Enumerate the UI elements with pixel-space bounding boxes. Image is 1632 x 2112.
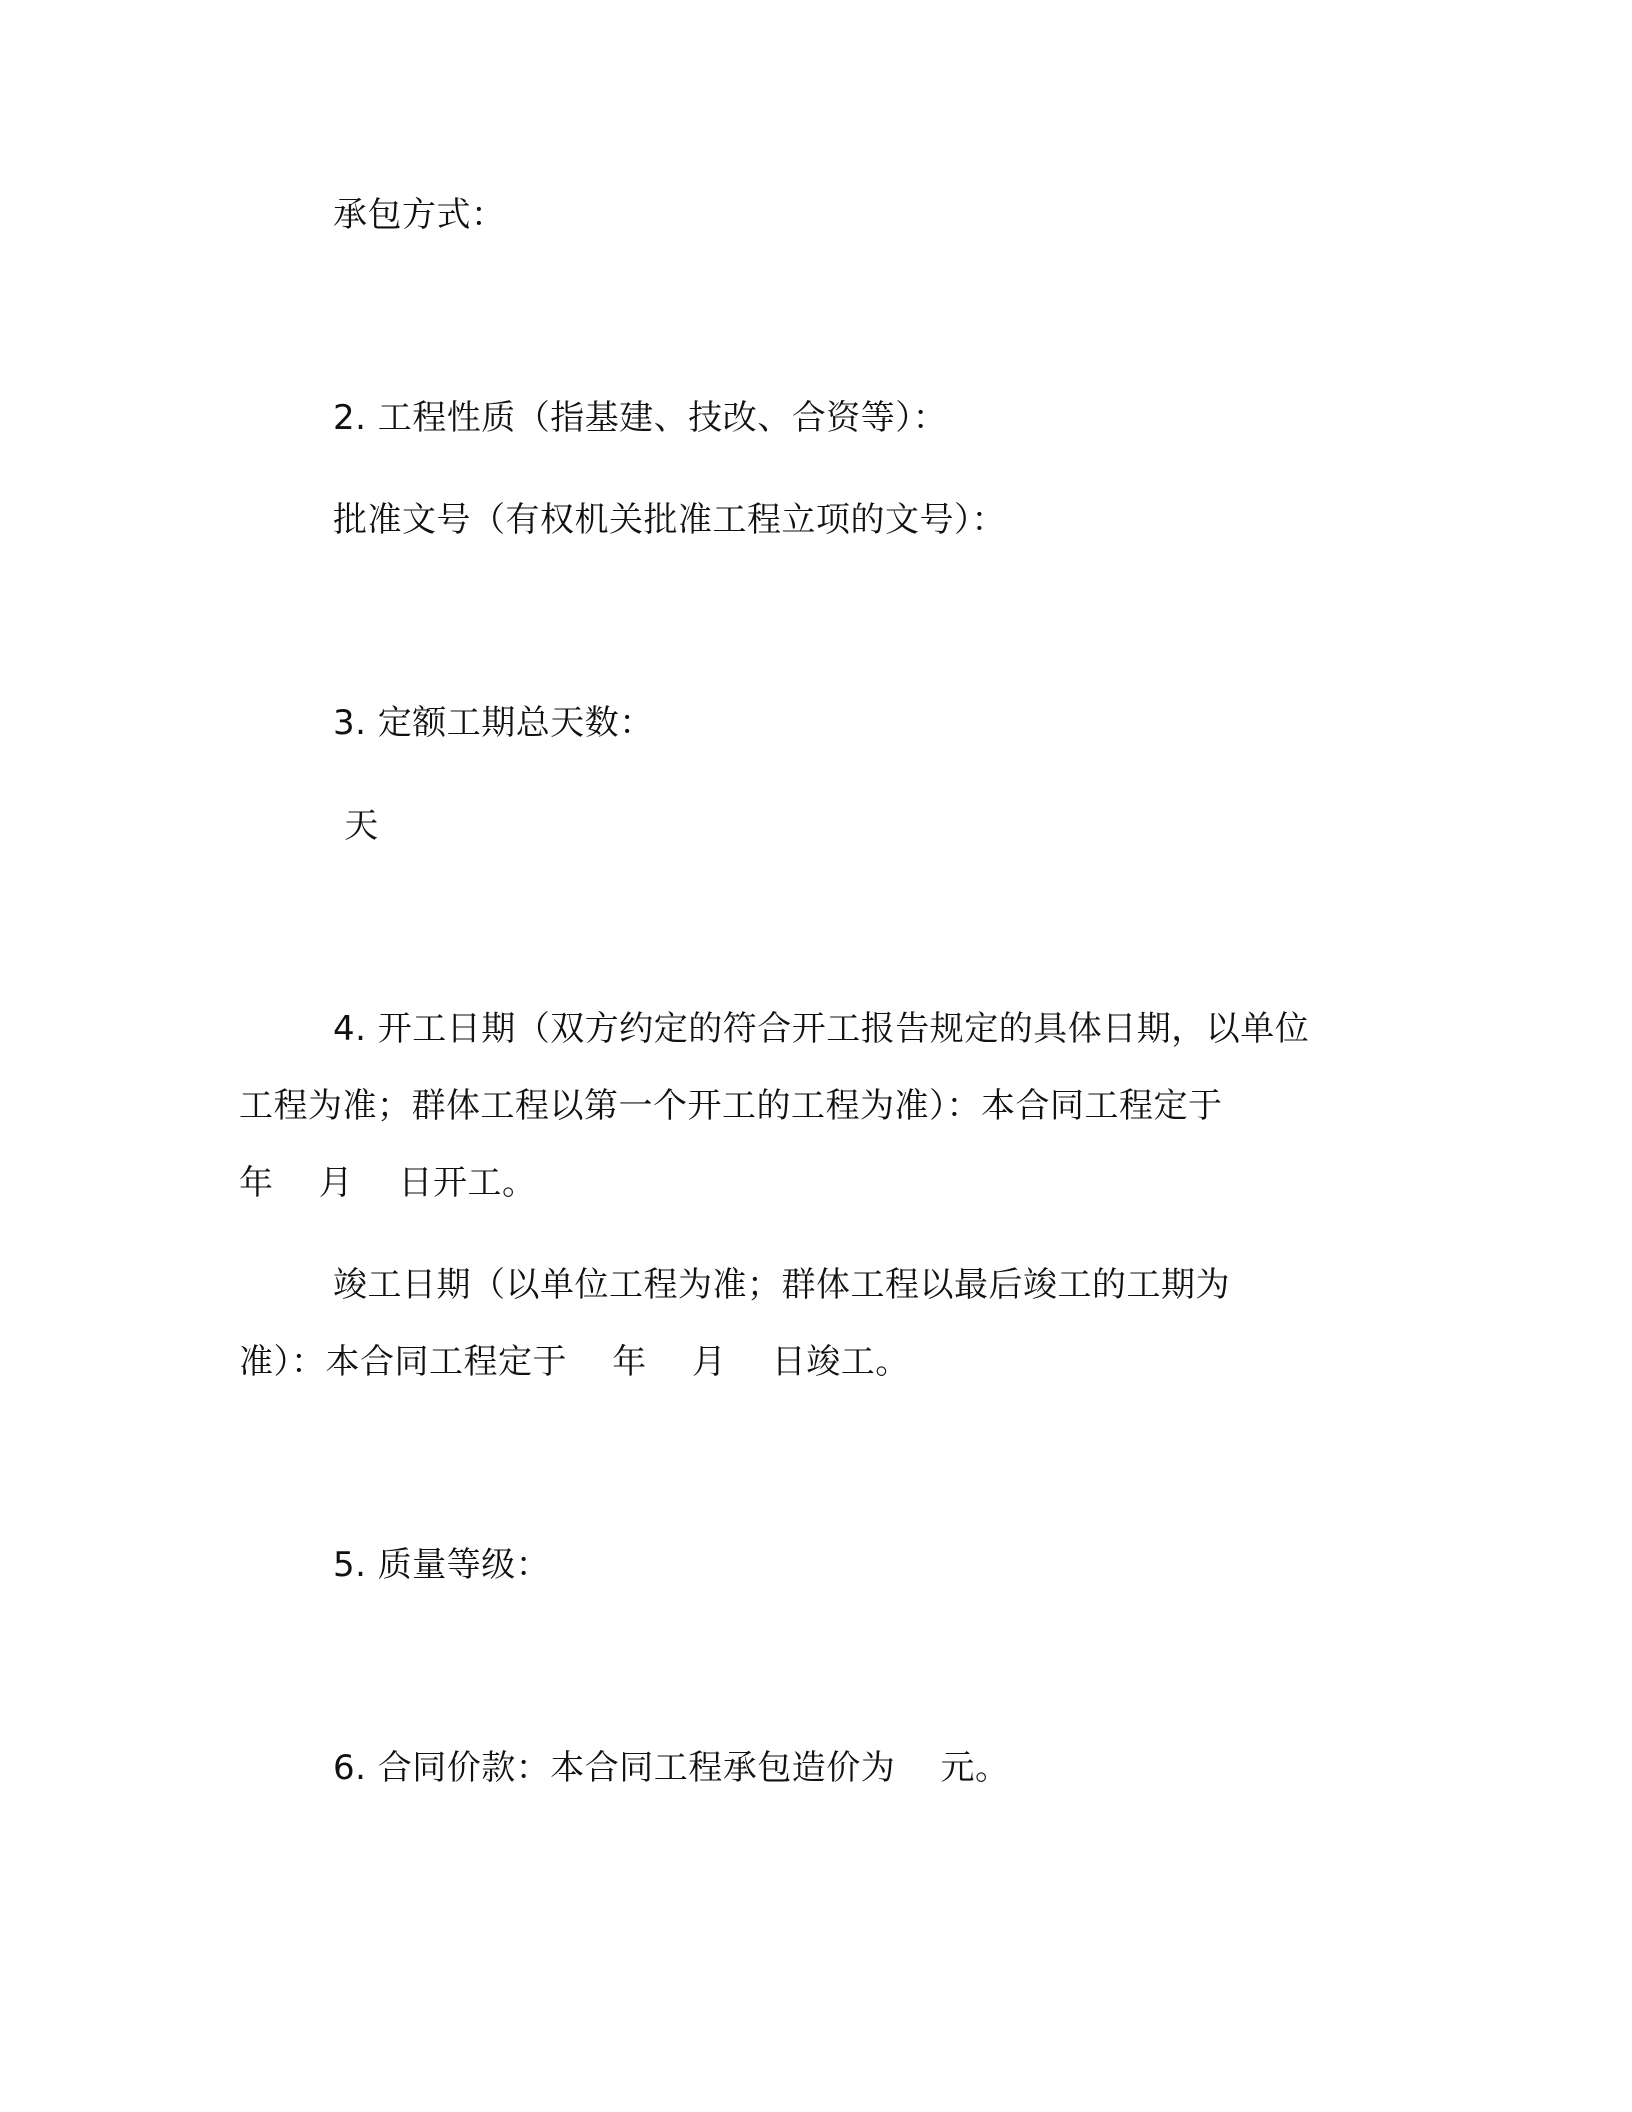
completion-date-line-1: 竣工日期（以单位工程为准；群体工程以最后竣工的工期为 <box>333 1265 1230 1305</box>
contract-price-line: 6. 合同价款：本合同工程承包造价为 元。 <box>333 1748 1010 1788</box>
contract-method-line: 承包方式： <box>333 195 506 235</box>
duration-days-line: 3. 定额工期总天数： <box>333 703 654 743</box>
start-date-line-2: 工程为准；群体工程以第一个开工的工程为准）：本合同工程定于 <box>239 1086 1223 1126</box>
approval-number-line: 批准文号（有权机关批准工程立项的文号）： <box>333 500 1006 540</box>
days-unit-line: 天 <box>333 806 379 846</box>
project-nature-line: 2. 工程性质（指基建、技改、合资等）： <box>333 398 948 438</box>
quality-grade-line: 5. 质量等级： <box>333 1545 551 1585</box>
start-date-line-3: 年 月 日开工。 <box>239 1163 537 1203</box>
start-date-line-1: 4. 开工日期（双方约定的符合开工报告规定的具体日期，以单位 <box>333 1009 1310 1049</box>
completion-date-line-2: 准）：本合同工程定于 年 月 日竣工。 <box>239 1342 910 1382</box>
